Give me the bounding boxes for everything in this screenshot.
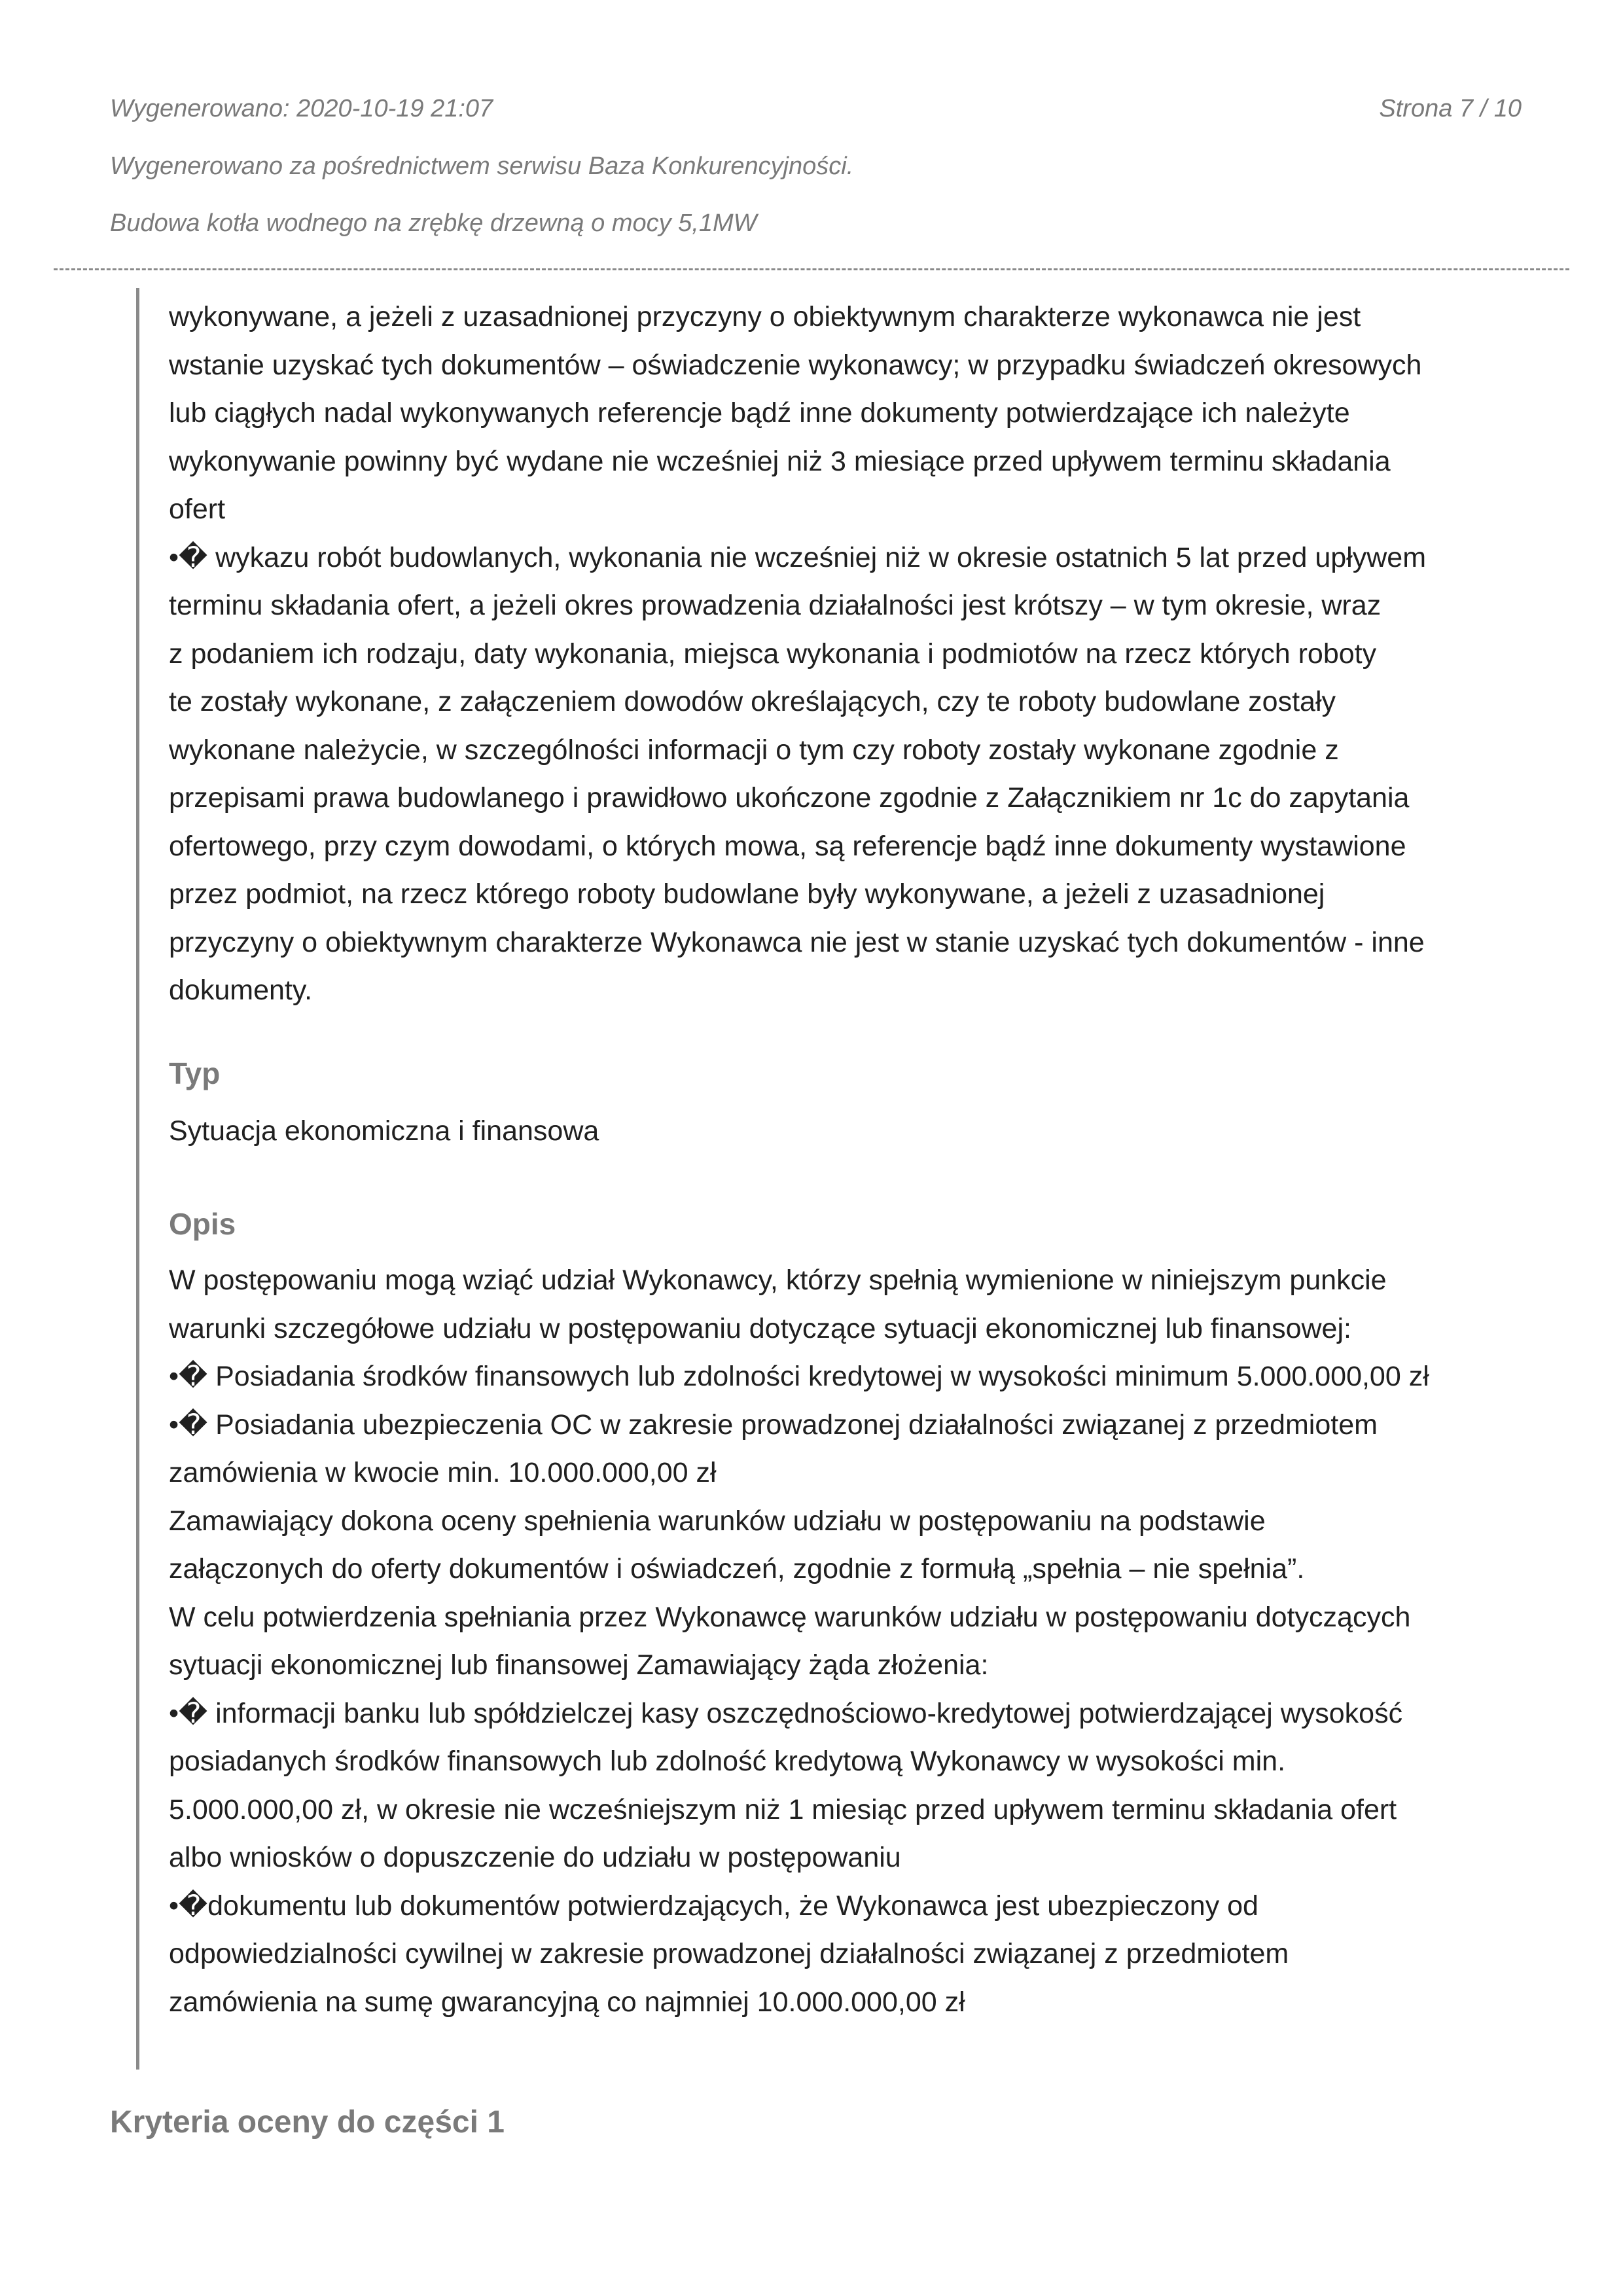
text-line: W celu potwierdzenia spełniania przez Wykonawcę warunków udziału w postępowaniu dotyczących (169, 1601, 1411, 1633)
text-line: •�dokumentu lub dokumentów potwierdzających, że Wykonawca jest ubezpieczony od (169, 1890, 1258, 1922)
text-line: wstanie uzyskać tych dokumentów – oświadczenie wykonawcy; w przypadku świadczeń okresowych (169, 349, 1422, 381)
text-line: przez podmiot, na rzecz którego roboty budowlane były wykonywane, a jeżeli z uzasadnionej (169, 878, 1325, 910)
text-line: 5.000.000,00 zł, w okresie nie wcześniejszym niż 1 miesiąc przed upływem terminu składania ofert (169, 1793, 1397, 1825)
text-line: wykonywane, a jeżeli z uzasadnionej przyczyny o obiektywnym charakterze wykonawca nie jest (169, 301, 1361, 332)
text-line: •� Posiadania ubezpieczenia OC w zakresie prowadzonej działalności związanej z przedmiotem (169, 1408, 1378, 1441)
text-line: ofertowego, przy czym dowodami, o których mowa, są referencje bądź inne dokumenty wystawione (169, 830, 1406, 862)
text-line: posiadanych środków finansowych lub zdolność kredytową Wykonawcy w wysokości min. (169, 1746, 1286, 1777)
page-number: Strona 7 / 10 (1379, 95, 1522, 122)
text-line: zamówienia na sumę gwarancyjną co najmniej 10.000.000,00 zł (169, 1986, 965, 2018)
text-line: odpowiedzialności cywilnej w zakresie prowadzonej działalności związanej z przedmiotem (169, 1938, 1289, 1969)
description-paragraph (169, 1257, 1429, 2026)
condition-section (136, 288, 1533, 2070)
description-label: Opis (169, 1207, 236, 1241)
text-line: zamówienia w kwocie min. 10.000.000,00 zł (169, 1457, 717, 1488)
type-value: Sytuacja ekonomiczna i finansowa (169, 1115, 599, 1147)
type-label: Typ (169, 1056, 221, 1090)
text-line: lub ciągłych nadal wykonywanych referencje bądź inne dokumenty potwierdzające ich należyte (169, 397, 1350, 429)
text-line: albo wniosków o dopuszczenie do udziału w postępowaniu (169, 1842, 901, 1873)
generated-timestamp: Wygenerowano: 2020-10-19 21:07 (110, 95, 493, 122)
text-line: z podaniem ich rodzaju, daty wykonania, miejsca wykonania i podmiotów na rzecz których roboty (169, 637, 1377, 670)
document-title: Budowa kotła wodnego na zrębkę drzewną o mocy 5,1MW (110, 209, 757, 237)
text-line: warunki szczegółowe udziału w postępowaniu dotyczące sytuacji ekonomicznej lub finansowej: (169, 1312, 1351, 1344)
text-line: te zostały wykonane, z załączeniem dowodów określających, czy te roboty budowlane zostały (169, 686, 1336, 717)
text-line: sytuacji ekonomicznej lub finansowej Zamawiający żąda złożenia: (169, 1649, 989, 1681)
text-line: przepisami prawa budowlanego i prawidłowo ukończone zgodnie z Załącznikiem nr 1c do zapytania (169, 782, 1410, 814)
text-line: Zamawiający dokona oceny spełnienia warunków udziału w postępowaniu na podstawie (169, 1505, 1266, 1537)
requirements-paragraph (169, 293, 1426, 1015)
text-line: W postępowaniu mogą wziąć udział Wykonawcy, którzy spełnią wymienione w niniejszym punkcie (169, 1265, 1387, 1296)
text-line: wykonywanie powinny być wydane nie wcześniej niż 3 miesiące przed upływem terminu składania (169, 445, 1391, 477)
text-line: ofert (169, 493, 226, 525)
text-line: •� informacji banku lub spółdzielczej kasy oszczędnościowo-kredytowej potwierdzającej wysokość (169, 1697, 1403, 1729)
text-line: terminu składania ofert, a jeżeli okres prowadzenia działalności jest krótszy – w tym okresie, wraz (169, 590, 1382, 621)
text-line: dokumenty. (169, 975, 313, 1006)
generated-via-note: Wygenerowano za pośrednictwem serwisu Baza Konkurencyjności. (110, 152, 854, 180)
header-divider (54, 268, 1569, 270)
text-line: wykonane należycie, w szczególności informacji o tym czy roboty zostały wykonane zgodnie z (169, 734, 1339, 766)
text-line: przyczyny o obiektywnym charakterze Wykonawca nie jest w stanie uzyskać tych dokumentów - inne (169, 926, 1425, 958)
text-line: załączonych do oferty dokumentów i oświadczeń, zgodnie z formułą „spełnia – nie spełnia”. (169, 1553, 1305, 1585)
text-line: •� wykazu robót budowlanych, wykonania nie wcześniej niż w okresie ostatnich 5 lat przed upływem (169, 541, 1427, 573)
text-line: •� Posiadania środków finansowych lub zdolności kredytowej w wysokości minimum 5.000.000,00 zł (169, 1361, 1429, 1392)
criteria-heading: Kryteria oceny do części 1 (110, 2105, 505, 2140)
